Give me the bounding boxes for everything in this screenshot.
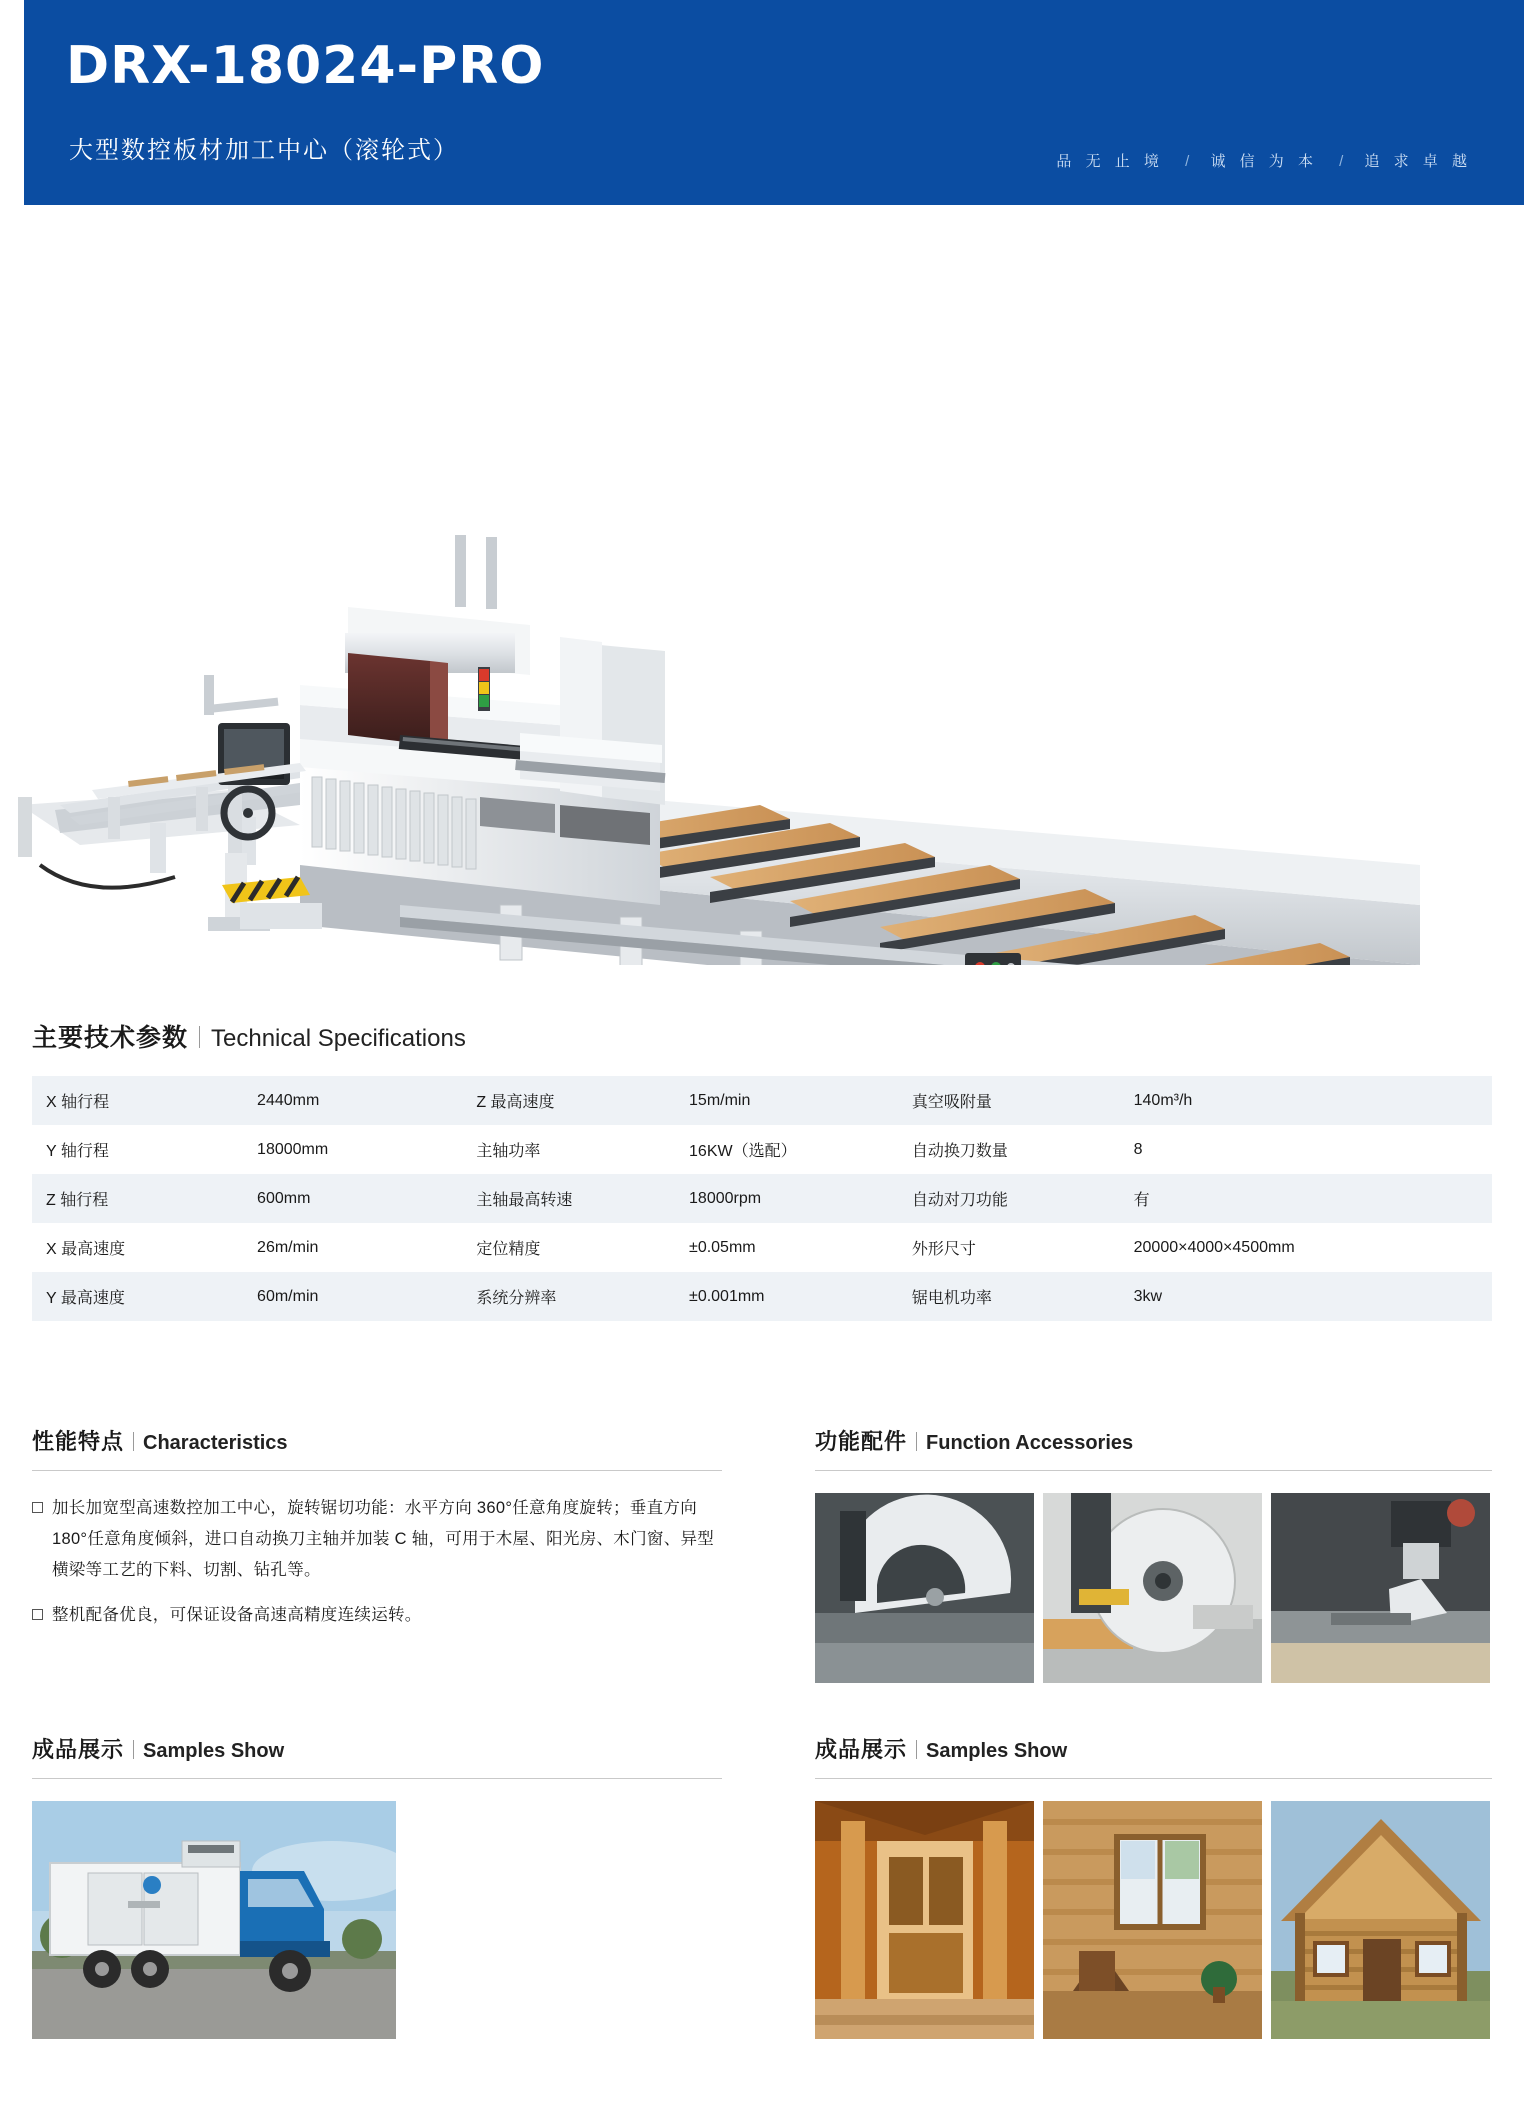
slogan-item-1: 品 无 止 境 bbox=[1056, 153, 1164, 170]
samples-right-heading-cn: 成品展示 bbox=[815, 1737, 908, 1762]
log-interior-photo bbox=[1043, 1801, 1262, 2039]
accessories-photo-row bbox=[815, 1493, 1492, 1683]
truck-body-photo bbox=[32, 1801, 396, 2039]
spec-key: Y 轴行程 bbox=[46, 1143, 109, 1160]
list-item bbox=[32, 1600, 722, 1631]
samples-show-right-section bbox=[815, 1733, 1492, 2039]
accessories-heading-en: Function Accessories bbox=[926, 1432, 1134, 1454]
hero-image bbox=[0, 205, 1524, 965]
spec-value: 3kw bbox=[1133, 1287, 1163, 1305]
slogan-item-3: 追 求 卓 越 bbox=[1364, 153, 1472, 170]
spec-key: 自动换刀数量 bbox=[911, 1143, 1008, 1160]
spec-key: Z 轴行程 bbox=[46, 1192, 109, 1209]
spec-key: 锯电机功率 bbox=[911, 1290, 992, 1307]
spec-value: 18000mm bbox=[257, 1140, 329, 1158]
spec-key: X 轴行程 bbox=[46, 1094, 110, 1111]
square-bullet-icon bbox=[32, 1502, 43, 1513]
spec-key: 外形尺寸 bbox=[911, 1241, 976, 1258]
slogan-separator-1: / bbox=[1185, 153, 1190, 170]
characteristics-heading-cn: 性能特点 bbox=[32, 1429, 125, 1454]
table-row bbox=[32, 1076, 1492, 1125]
heading-rule bbox=[32, 1778, 722, 1779]
spindle-head-photo bbox=[1271, 1493, 1490, 1683]
table-row bbox=[32, 1272, 1492, 1321]
characteristics-section bbox=[32, 1425, 722, 1645]
spec-key: 主轴最高转速 bbox=[476, 1192, 573, 1209]
specs-heading-en: Technical Specifications bbox=[211, 1025, 466, 1052]
specs-table bbox=[32, 1076, 1492, 1321]
table-row bbox=[32, 1174, 1492, 1223]
characteristics-list bbox=[32, 1493, 722, 1631]
accessories-heading bbox=[815, 1425, 1492, 1456]
page-title: DRX-18024-PRO bbox=[66, 36, 545, 96]
heading-divider bbox=[133, 1432, 134, 1451]
spec-value: 18000rpm bbox=[689, 1189, 762, 1207]
header-content bbox=[24, 0, 1524, 205]
samples-right-heading bbox=[815, 1733, 1492, 1764]
list-item bbox=[32, 1493, 722, 1586]
samples-left-heading-en: Samples Show bbox=[143, 1740, 285, 1762]
saw-blade-photo-2 bbox=[1043, 1493, 1262, 1683]
heading-rule bbox=[32, 1470, 722, 1471]
samples-left-heading bbox=[32, 1733, 722, 1764]
spec-value: 60m/min bbox=[257, 1287, 319, 1305]
spec-value: 140m³/h bbox=[1133, 1091, 1193, 1109]
spec-key: X 最高速度 bbox=[46, 1241, 126, 1258]
heading-divider bbox=[199, 1026, 200, 1048]
spec-value: 16KW（选配） bbox=[689, 1143, 797, 1160]
spec-value: 600mm bbox=[257, 1189, 311, 1207]
spec-key: 自动对刀功能 bbox=[911, 1192, 1008, 1209]
samples-right-photo-row bbox=[815, 1801, 1492, 2039]
accessories-heading-cn: 功能配件 bbox=[815, 1429, 908, 1454]
spec-value: 2440mm bbox=[257, 1091, 320, 1109]
table-row bbox=[32, 1125, 1492, 1174]
technical-specifications-section bbox=[32, 1018, 1492, 1321]
samples-left-heading-cn: 成品展示 bbox=[32, 1737, 125, 1762]
spec-value: ±0.05mm bbox=[689, 1238, 756, 1256]
spec-value: 有 bbox=[1133, 1192, 1150, 1209]
spec-key: 定位精度 bbox=[476, 1241, 541, 1258]
page-subtitle: 大型数控板材加工中心（滚轮式） bbox=[69, 137, 459, 164]
specs-heading bbox=[32, 1018, 1492, 1054]
spec-key: Z 最高速度 bbox=[476, 1094, 555, 1111]
characteristics-heading-en: Characteristics bbox=[143, 1432, 288, 1454]
heading-rule bbox=[815, 1778, 1492, 1779]
spec-value: 15m/min bbox=[689, 1091, 751, 1109]
spec-value: ±0.001mm bbox=[689, 1287, 765, 1305]
heading-divider bbox=[133, 1740, 134, 1759]
samples-left-photo-row bbox=[32, 1801, 722, 2039]
header-left-white-bar bbox=[0, 0, 24, 205]
specs-heading-cn: 主要技术参数 bbox=[32, 1024, 189, 1052]
heading-divider bbox=[916, 1432, 917, 1451]
characteristics-heading bbox=[32, 1425, 722, 1456]
characteristic-text: 加长加宽型高速数控加工中心，旋转锯切功能：水平方向 360°任意角度旋转；垂直方向 180°任意角度倾斜，进口自动换刀主轴并加装 C 轴，可用于木屋、阳光房、木门窗、异型横梁等工艺的下料、切割、钻孔等。 bbox=[52, 1499, 715, 1579]
spec-key: 主轴功率 bbox=[476, 1143, 541, 1160]
table-row bbox=[32, 1223, 1492, 1272]
page-header bbox=[0, 0, 1524, 205]
saw-blade-photo-1 bbox=[815, 1493, 1034, 1683]
spec-value: 20000×4000×4500mm bbox=[1133, 1238, 1295, 1256]
slogan-item-2: 诚 信 为 本 bbox=[1210, 153, 1318, 170]
spec-key: 真空吸附量 bbox=[911, 1094, 992, 1111]
samples-show-left-section bbox=[32, 1733, 722, 2039]
log-cabin-photo bbox=[1271, 1801, 1490, 2039]
wood-door-photo bbox=[815, 1801, 1034, 2039]
square-bullet-icon bbox=[32, 1609, 43, 1620]
samples-right-heading-en: Samples Show bbox=[926, 1740, 1068, 1762]
spec-key: Y 最高速度 bbox=[46, 1290, 125, 1307]
spec-value: 26m/min bbox=[257, 1238, 319, 1256]
heading-rule bbox=[815, 1470, 1492, 1471]
heading-divider bbox=[916, 1740, 917, 1759]
slogan-separator-2: / bbox=[1339, 153, 1344, 170]
header-slogan bbox=[1056, 150, 1472, 171]
characteristic-text: 整机配备优良，可保证设备高速高精度连续运转。 bbox=[52, 1606, 422, 1624]
function-accessories-section bbox=[815, 1425, 1492, 1683]
spec-key: 系统分辨率 bbox=[476, 1290, 557, 1307]
spec-value: 8 bbox=[1133, 1140, 1143, 1158]
